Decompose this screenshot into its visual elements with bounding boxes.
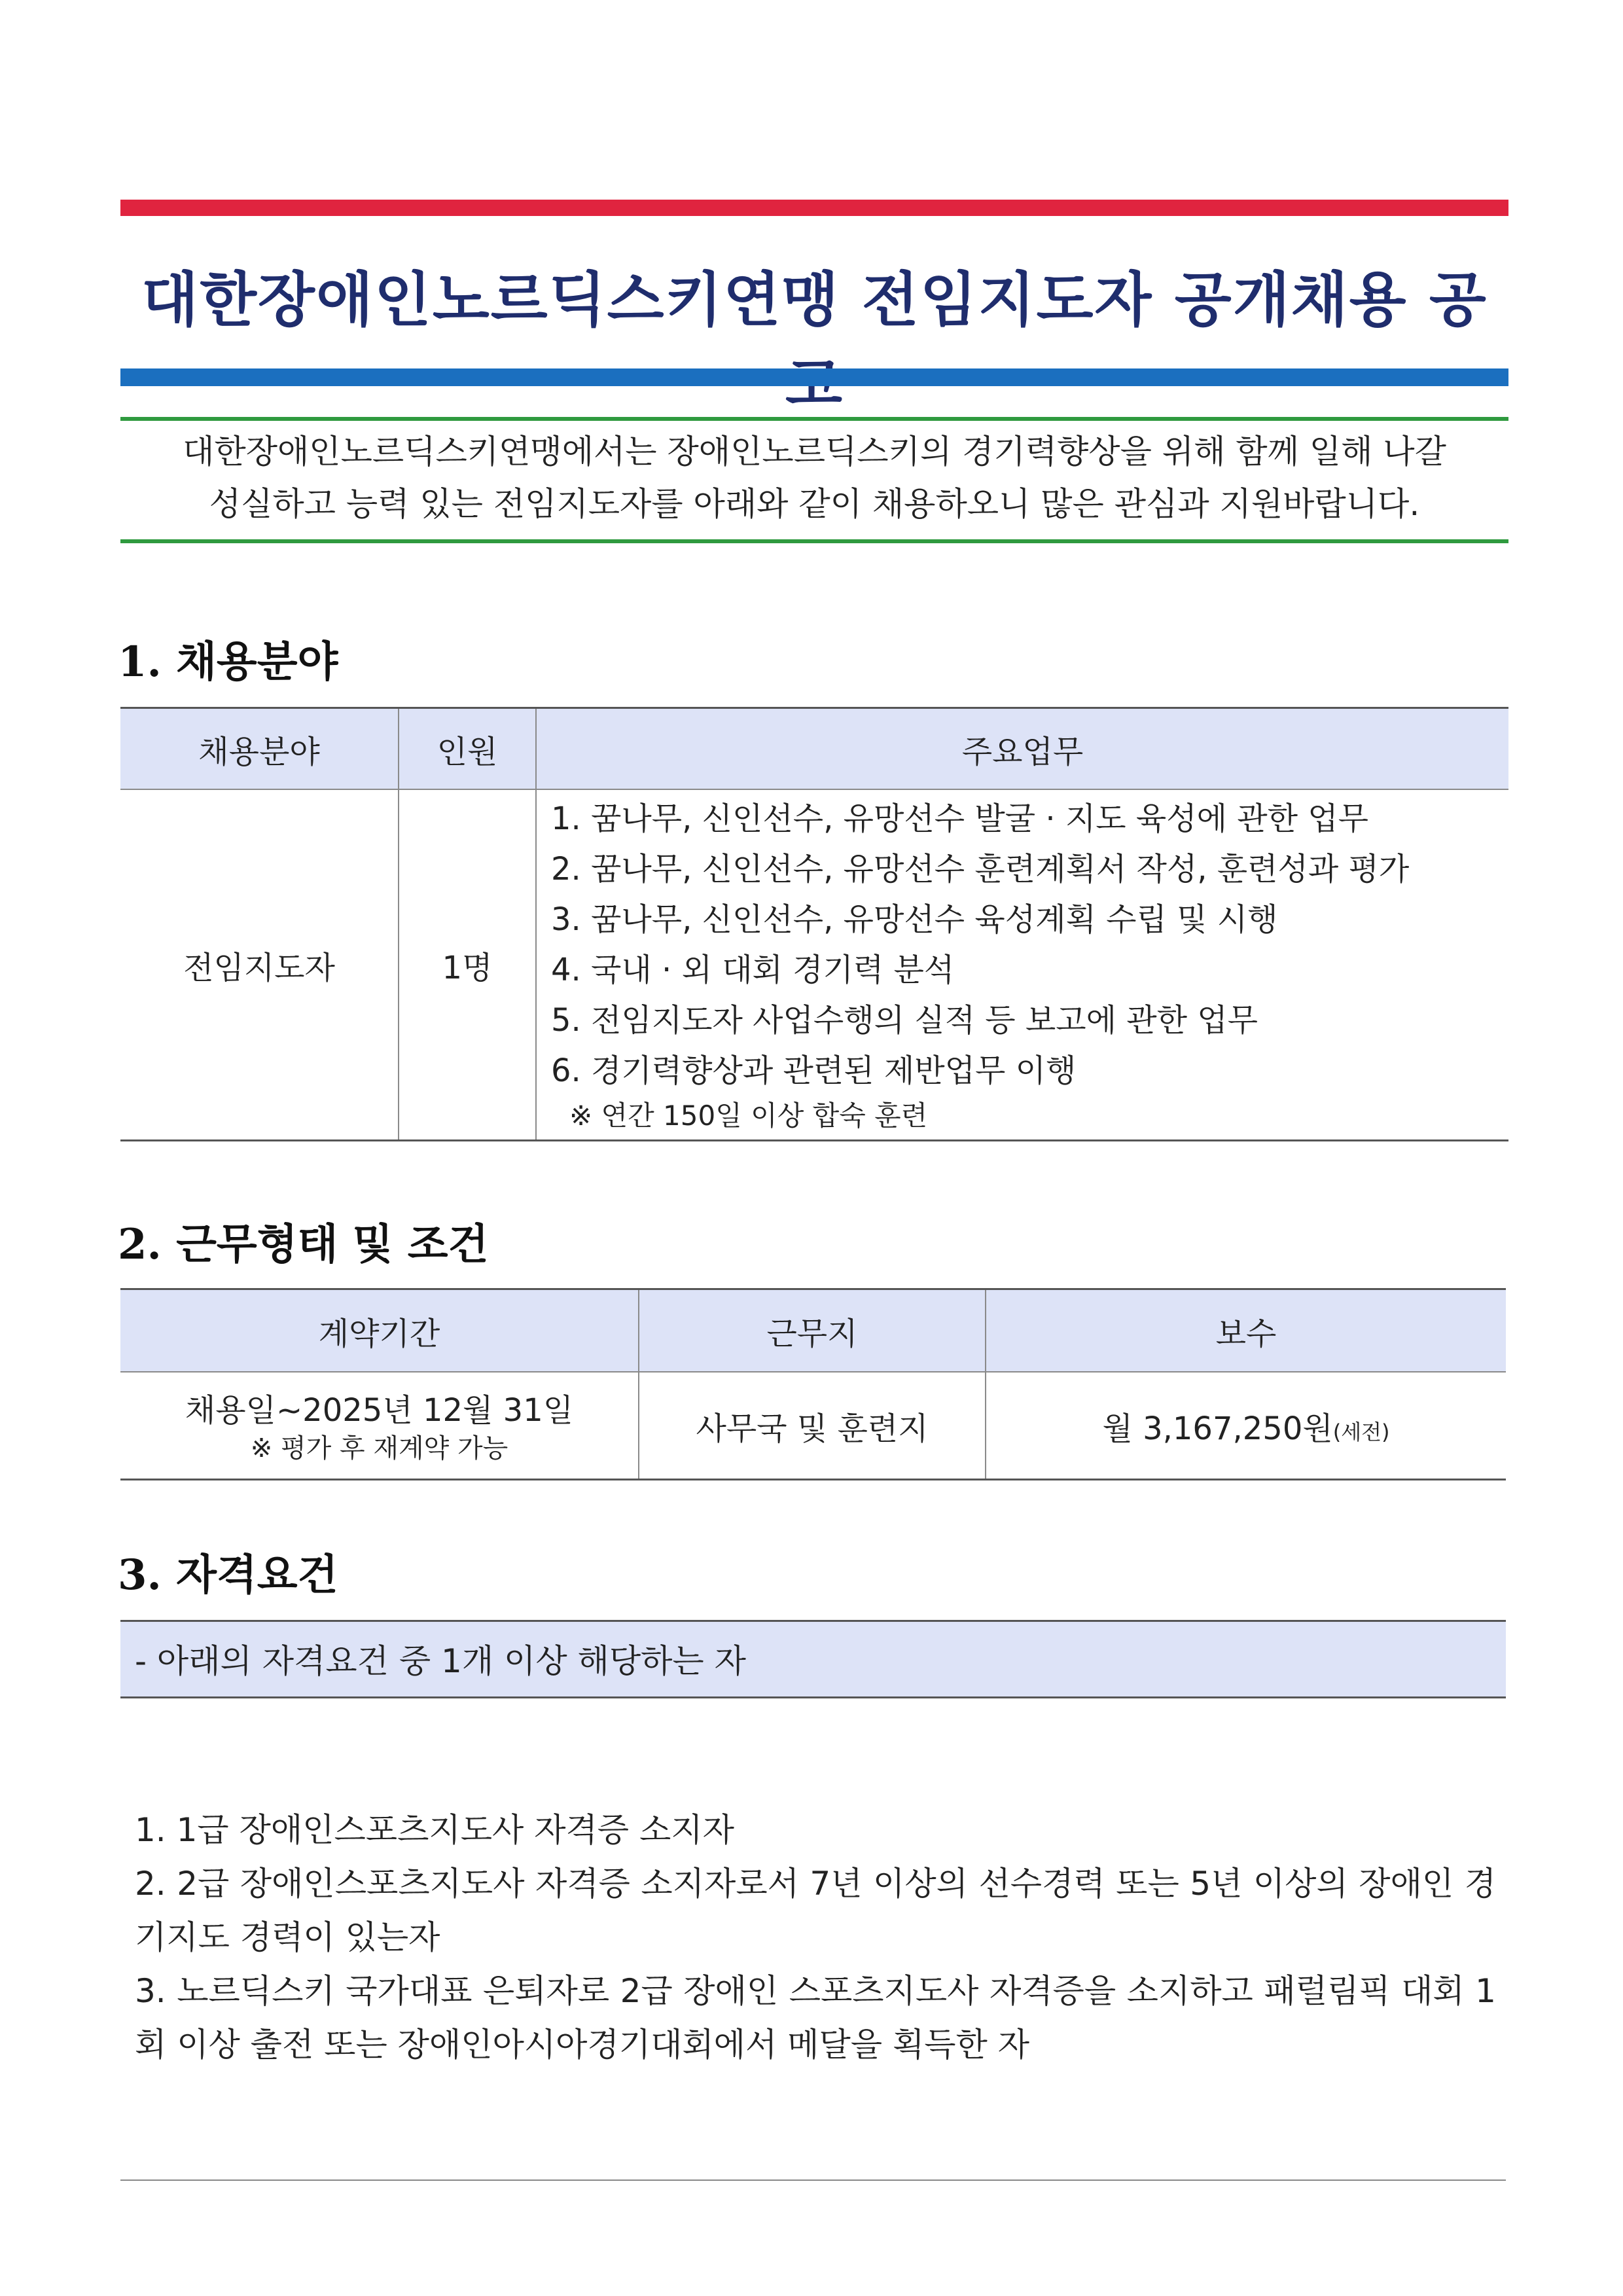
cell-field: 전임지도자 <box>120 789 399 1141</box>
section-heading-recruitment-field: 1. 채용분야 <box>118 637 338 687</box>
header-red-bar <box>120 200 1508 216</box>
table-header-row <box>120 1289 1506 1372</box>
cell-count: 1명 <box>399 789 536 1141</box>
cell-period <box>120 1372 639 1480</box>
recruitment-field-table <box>120 707 1508 1141</box>
renewal-note: ※ 평가 후 재계약 가능 <box>250 1433 508 1463</box>
cell-pay <box>986 1372 1506 1480</box>
col-header-duties: 주요업무 <box>536 708 1508 790</box>
col-header-period: 계약기간 <box>120 1289 639 1372</box>
duty-item: 3. 꿈나무, 신인선수, 유망선수 육성계획 수립 및 시행 <box>551 901 1278 938</box>
intro-line-1: 대한장애인노르딕스키연맹에서는 장애인노르딕스키의 경기력향상을 위해 함께 일해 나갈 <box>183 433 1446 471</box>
page-title: 대한장애인노르딕스키연맹 전임지도자 공개채용 공 <box>141 266 1488 334</box>
duty-item: 1. 꿈나무, 신인선수, 유망선수 발굴 · 지도 육성에 관한 업무 <box>551 800 1368 837</box>
cell-duties <box>536 789 1508 1141</box>
section-heading-work-conditions: 2. 근무형태 및 조건 <box>118 1220 489 1269</box>
list-item: 2. 2급 장애인스포츠지도사 자격증 소지자로서 7년 이상의 선수경력 또는 5년 이상의 장애인 경기지도 경력이 있는자 <box>135 1865 1496 1956</box>
pay-tax-note: (세전) <box>1332 1419 1390 1444</box>
training-note: ※ 연간 150일 이상 합숙 훈련 <box>569 1100 928 1132</box>
list-item: 3. 노르딕스키 국가대표 은퇴자로 2급 장애인 스포츠지도사 자격증을 소지하고 패럴림픽 대회 1회 이상 출전 또는 장애인아시아경기대회에서 메달을 획득한 자 <box>135 1972 1496 2064</box>
intro-bottom-rule <box>120 539 1508 543</box>
table-row <box>120 1372 1506 1480</box>
duty-item: 4. 국내 · 외 대회 경기력 분석 <box>551 952 955 988</box>
duty-item: 2. 꿈나무, 신인선수, 유망선수 훈련계획서 작성, 훈련성과 평가 <box>551 851 1410 888</box>
section-heading-qualifications: 3. 자격요건 <box>118 1551 338 1600</box>
header-blue-bar <box>120 368 1508 386</box>
qualification-summary: - 아래의 자격요건 중 1개 이상 해당하는 자 <box>120 1620 1506 1698</box>
col-header-pay: 보수 <box>986 1289 1506 1372</box>
table-row <box>120 789 1508 1141</box>
col-header-field: 채용분야 <box>120 708 399 790</box>
duty-item: 6. 경기력향상과 관련된 제반업무 이행 <box>551 1052 1077 1089</box>
contract-period: 채용일~2025년 12월 31일 <box>185 1391 574 1429</box>
pay-amount: 월 3,167,250원 <box>1102 1410 1333 1447</box>
col-header-count: 인원 <box>399 708 536 790</box>
list-item: 1. 1급 장애인스포츠지도사 자격증 소지자 <box>135 1811 734 1849</box>
qualification-list <box>135 1803 1496 2072</box>
duty-item: 5. 전임지도자 사업수행의 실적 등 보고에 관한 업무 <box>551 1002 1258 1039</box>
col-header-location: 근무지 <box>639 1289 986 1372</box>
intro-text <box>120 425 1508 530</box>
footer-rule <box>120 2179 1506 2181</box>
cell-location: 사무국 및 훈련지 <box>639 1372 986 1480</box>
table-header-row <box>120 708 1508 790</box>
intro-top-rule <box>120 417 1508 421</box>
work-conditions-table <box>120 1288 1506 1480</box>
intro-line-2: 성실하고 능력 있는 전임지도자를 아래와 같이 채용하오니 많은 관심과 지원바랍니다. <box>209 485 1420 523</box>
